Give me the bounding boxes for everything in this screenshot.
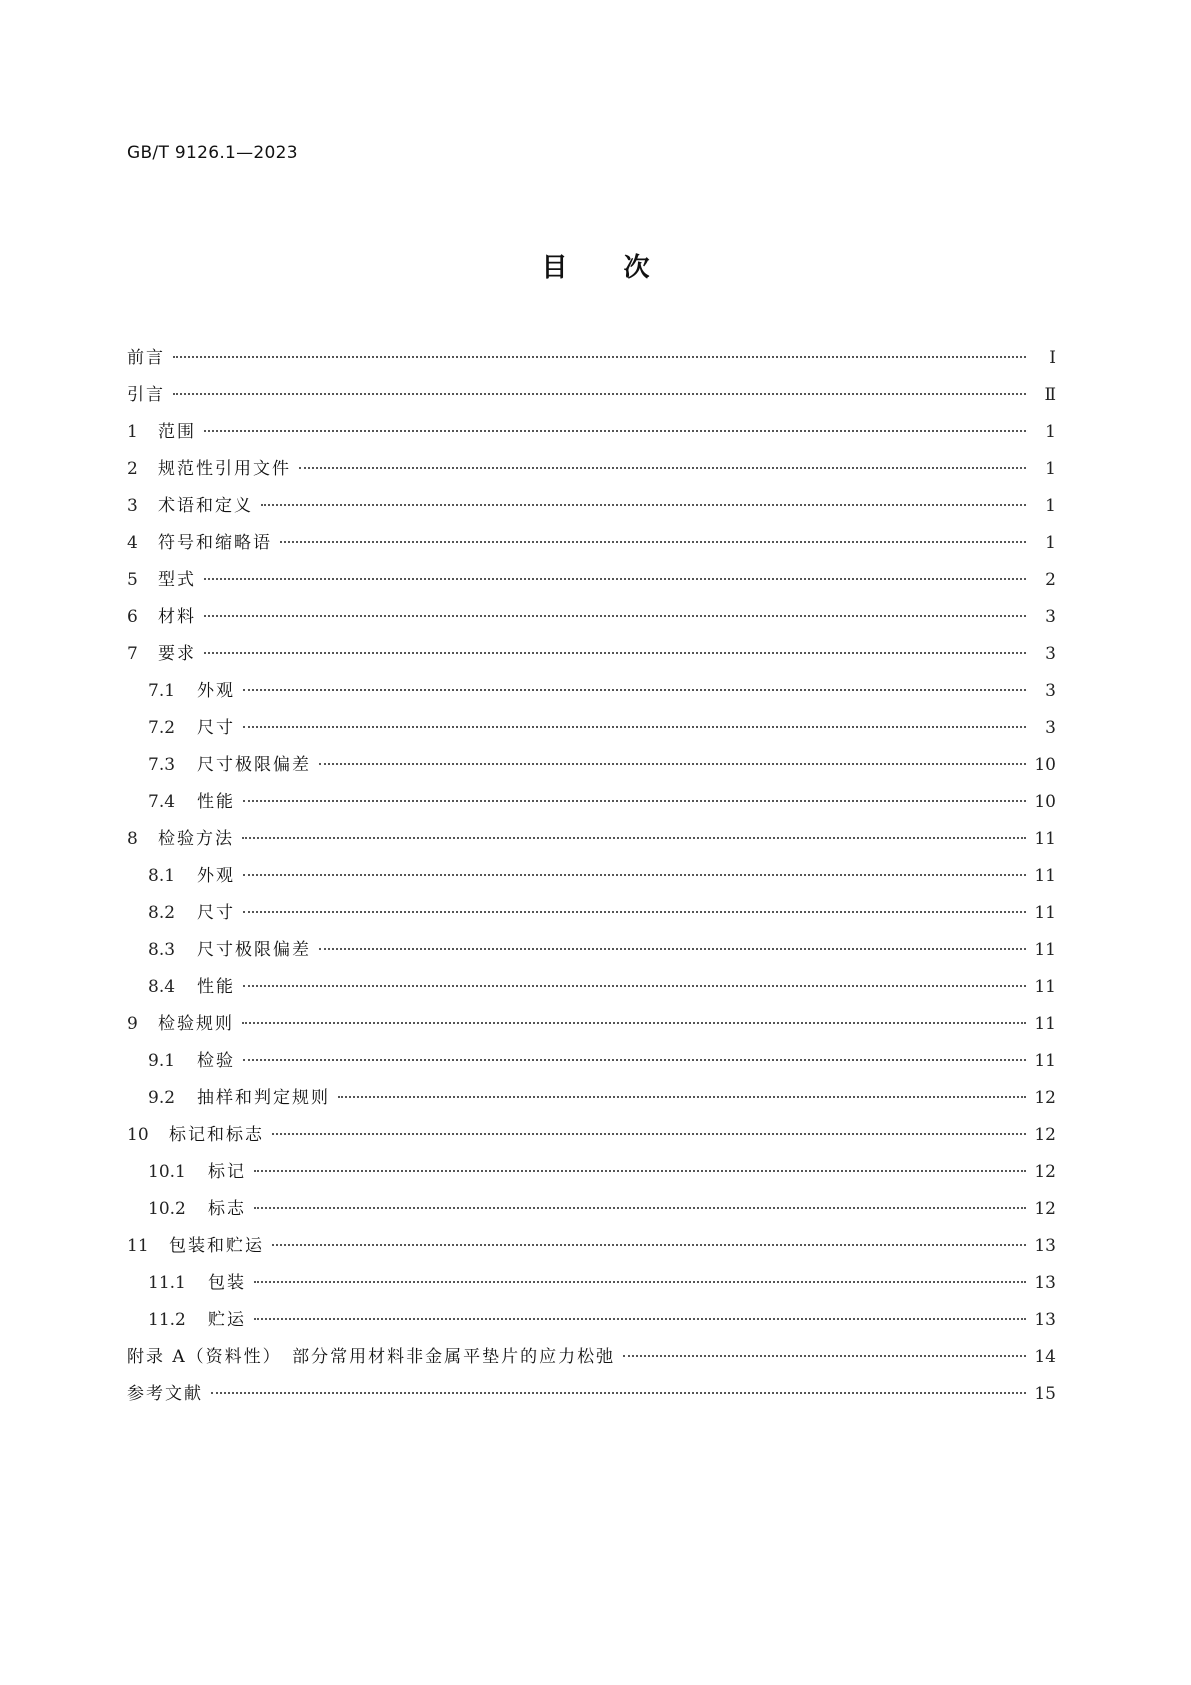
toc-entry[interactable] (127, 340, 1056, 377)
toc-entry-label: 型式 (158, 570, 196, 590)
toc-entry-page: 1 (1045, 459, 1056, 479)
toc-entry-label: 标志 (208, 1199, 246, 1219)
toc-entry-number: 9.1 (148, 1051, 176, 1071)
toc-leader-dots (254, 1317, 1026, 1320)
toc-entry-label: 包装和贮运 (169, 1236, 264, 1256)
toc-leader-dots (243, 725, 1026, 728)
toc-entry[interactable] (127, 895, 1056, 932)
toc-entry-number: 8.3 (148, 940, 176, 960)
toc-entry[interactable] (127, 1117, 1056, 1154)
toc-entry[interactable] (127, 636, 1056, 673)
toc-leader-dots (243, 873, 1026, 876)
toc-leader-dots (319, 947, 1026, 950)
toc-entry-page: 3 (1045, 644, 1056, 664)
toc-entry-label: 外观 (197, 681, 235, 701)
toc-entry-number: 11 (127, 1236, 149, 1256)
toc-entry-label: 标记 (208, 1162, 246, 1182)
toc-entry[interactable] (127, 969, 1056, 1006)
page-title: 目次 (541, 253, 706, 283)
toc-entry-page: 11 (1034, 866, 1056, 886)
toc-entry[interactable] (127, 858, 1056, 895)
toc-entry[interactable] (127, 1339, 1056, 1376)
toc-entry-page: 11 (1034, 1014, 1056, 1034)
toc-entry-number: 8.1 (148, 866, 176, 886)
toc-entry-page: 1 (1045, 422, 1056, 442)
toc-entry[interactable] (127, 562, 1056, 599)
toc-entry-label: 检验方法 (158, 829, 234, 849)
toc-entry[interactable] (127, 525, 1056, 562)
toc-leader-dots (254, 1206, 1026, 1209)
toc-entry-page: 11 (1034, 829, 1056, 849)
toc-entry[interactable] (127, 1376, 1056, 1413)
toc-entry[interactable] (127, 932, 1056, 969)
toc-entry[interactable] (127, 488, 1056, 525)
toc-entry-page: 2 (1045, 570, 1056, 590)
toc-entry-number: 5 (127, 570, 138, 590)
toc-entry-label: 参考文献 (127, 1384, 203, 1404)
toc-entry-number: 11.1 (148, 1273, 186, 1293)
toc-entry-page: 13 (1034, 1310, 1056, 1330)
toc-entry-page: 11 (1034, 1051, 1056, 1071)
toc-leader-dots (261, 503, 1026, 506)
toc-leader-dots (299, 466, 1026, 469)
toc-entry-page: 11 (1034, 977, 1056, 997)
toc-entry-page: 10 (1034, 755, 1056, 775)
toc-entry-number: 1 (127, 422, 138, 442)
toc-leader-dots (243, 688, 1026, 691)
toc-entry-number: 7.3 (148, 755, 176, 775)
toc-entry-label: 材料 (158, 607, 196, 627)
toc-entry-label: 标记和标志 (169, 1125, 264, 1145)
toc-entry[interactable] (127, 784, 1056, 821)
toc-entry[interactable] (127, 414, 1056, 451)
toc-entry[interactable] (127, 451, 1056, 488)
toc-entry-page: 11 (1034, 903, 1056, 923)
toc-entry-page: 14 (1034, 1347, 1056, 1367)
toc-entry[interactable] (127, 599, 1056, 636)
toc-entry-number: 11.2 (148, 1310, 186, 1330)
toc-leader-dots (242, 836, 1026, 839)
toc-leader-dots (204, 614, 1026, 617)
toc-entry-number: 7.2 (148, 718, 176, 738)
toc-entry[interactable] (127, 1302, 1056, 1339)
toc-leader-dots (319, 762, 1026, 765)
toc-entry-page: 3 (1045, 607, 1056, 627)
toc-entry-page: 12 (1034, 1162, 1056, 1182)
toc-leader-dots (254, 1280, 1026, 1283)
toc-entry-page: Ⅱ (1044, 385, 1056, 405)
toc-entry-label: 尺寸 (197, 718, 235, 738)
toc-entry-label: 尺寸 (197, 903, 235, 923)
toc-entry-number: 10.2 (148, 1199, 186, 1219)
toc-leader-dots (243, 1058, 1026, 1061)
toc-leader-dots (338, 1095, 1026, 1098)
table-of-contents (127, 340, 1056, 1413)
toc-entry-label: 抽样和判定规则 (197, 1088, 330, 1108)
toc-entry[interactable] (127, 1006, 1056, 1043)
toc-entry-page: 1 (1045, 496, 1056, 516)
toc-entry-number: 7.1 (148, 681, 176, 701)
toc-entry[interactable] (127, 710, 1056, 747)
toc-leader-dots (272, 1243, 1026, 1246)
toc-leader-dots (243, 984, 1026, 987)
toc-entry-page: 11 (1034, 940, 1056, 960)
toc-entry-label: 术语和定义 (158, 496, 253, 516)
toc-entry[interactable] (127, 1080, 1056, 1117)
toc-leader-dots (173, 392, 1026, 395)
toc-entry[interactable] (127, 377, 1056, 414)
toc-leader-dots (254, 1169, 1026, 1172)
toc-leader-dots (204, 651, 1026, 654)
toc-entry-label: 要求 (158, 644, 196, 664)
toc-entry-label: 外观 (197, 866, 235, 886)
toc-entry-label: 符号和缩略语 (158, 533, 272, 553)
toc-entry-page: 1 (1045, 533, 1056, 553)
toc-entry-number: 7 (127, 644, 138, 664)
toc-entry-number: 10 (127, 1125, 149, 1145)
toc-leader-dots (280, 540, 1026, 543)
toc-entry-number: 8.4 (148, 977, 176, 997)
toc-leader-dots (173, 355, 1026, 358)
toc-entry-label: 检验 (197, 1051, 235, 1071)
toc-entry[interactable] (127, 1154, 1056, 1191)
toc-entry-label: 贮运 (208, 1310, 246, 1330)
toc-leader-dots (623, 1354, 1026, 1357)
toc-entry-label: 前言 (127, 348, 165, 368)
toc-entry-number: 6 (127, 607, 138, 627)
toc-entry-label: 包装 (208, 1273, 246, 1293)
toc-entry-label: 范围 (158, 422, 196, 442)
toc-entry-number: 9 (127, 1014, 138, 1034)
toc-entry-label: 性能 (197, 977, 235, 997)
toc-entry[interactable] (127, 1043, 1056, 1080)
toc-entry-label: 性能 (197, 792, 235, 812)
toc-entry-number: 4 (127, 533, 138, 553)
toc-leader-dots (204, 429, 1026, 432)
toc-entry-page: 12 (1034, 1088, 1056, 1108)
toc-leader-dots (211, 1391, 1026, 1394)
toc-leader-dots (272, 1132, 1026, 1135)
toc-entry-page: Ⅰ (1049, 348, 1056, 368)
toc-entry-page: 13 (1034, 1273, 1056, 1293)
toc-entry[interactable] (127, 747, 1056, 784)
toc-entry-label: 规范性引用文件 (158, 459, 291, 479)
toc-entry-number: 2 (127, 459, 138, 479)
toc-leader-dots (243, 799, 1026, 802)
toc-entry-label: 附录 A（资料性） 部分常用材料非金属平垫片的应力松弛 (127, 1347, 616, 1367)
toc-entry-number: 7.4 (148, 792, 176, 812)
toc-entry-label: 检验规则 (158, 1014, 234, 1034)
toc-leader-dots (243, 910, 1026, 913)
toc-entry-page: 15 (1034, 1384, 1056, 1404)
toc-entry-page: 3 (1045, 681, 1056, 701)
toc-entry[interactable] (127, 1191, 1056, 1228)
toc-entry-page: 12 (1034, 1199, 1056, 1219)
toc-entry-number: 3 (127, 496, 138, 516)
toc-entry[interactable] (127, 821, 1056, 858)
toc-entry-page: 12 (1034, 1125, 1056, 1145)
toc-entry[interactable] (127, 1265, 1056, 1302)
toc-entry-number: 8.2 (148, 903, 176, 923)
toc-leader-dots (242, 1021, 1026, 1024)
standard-code: GB/T 9126.1—2023 (127, 143, 298, 163)
toc-entry-number: 10.1 (148, 1162, 186, 1182)
toc-entry-label: 尺寸极限偏差 (197, 940, 311, 960)
toc-entry-page: 13 (1034, 1236, 1056, 1256)
toc-entry-page: 10 (1034, 792, 1056, 812)
toc-entry-label: 尺寸极限偏差 (197, 755, 311, 775)
toc-entry-number: 9.2 (148, 1088, 176, 1108)
toc-entry-number: 8 (127, 829, 138, 849)
toc-leader-dots (204, 577, 1026, 580)
toc-entry-label: 引言 (127, 385, 165, 405)
toc-entry[interactable] (127, 1228, 1056, 1265)
toc-entry[interactable] (127, 673, 1056, 710)
toc-entry-page: 3 (1045, 718, 1056, 738)
